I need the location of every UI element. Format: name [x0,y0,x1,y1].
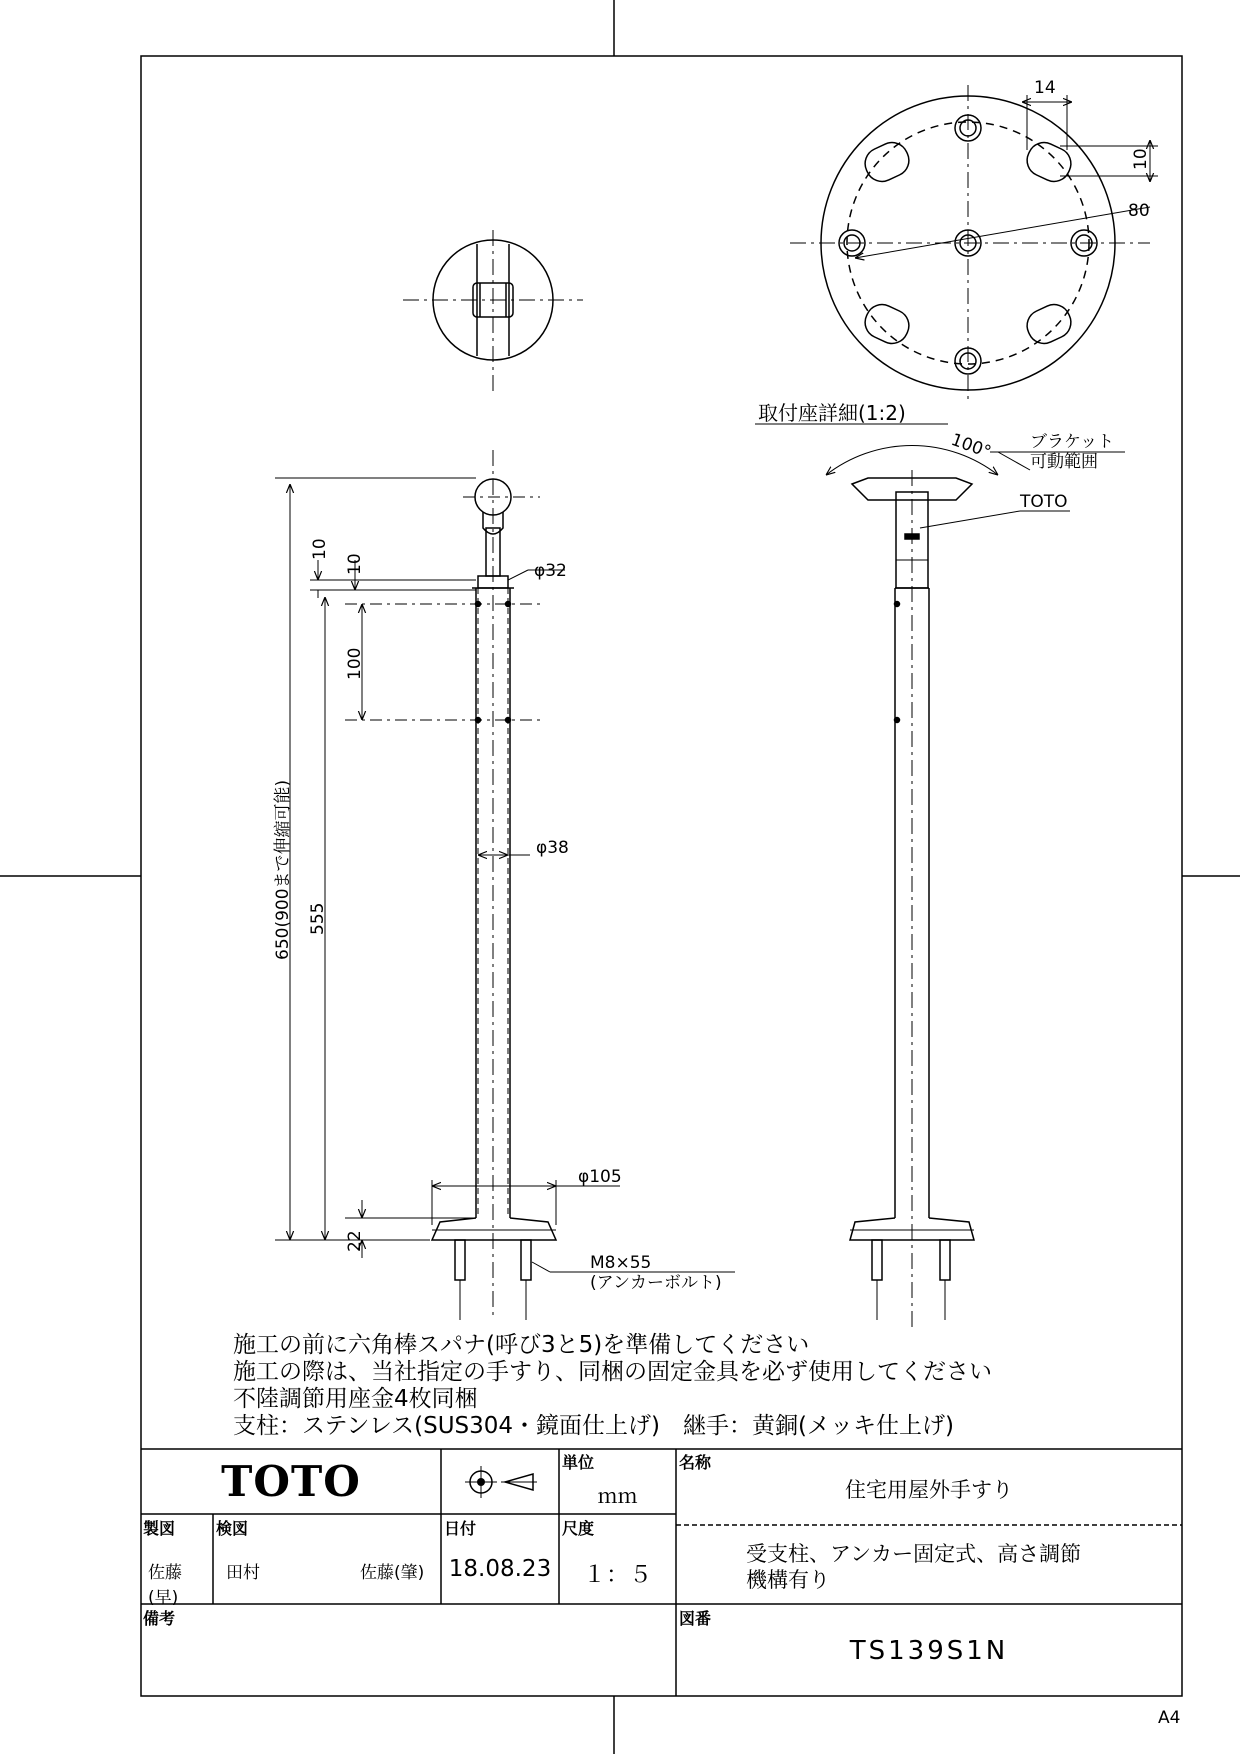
bracket-range-1: ブラケット [1030,432,1115,452]
dim-22: 22 [345,1230,365,1252]
mounting-seat-detail [755,85,1158,424]
bolt-spec: M8×55 [590,1253,652,1273]
side-elevation [826,445,1125,1330]
drawn-by: 佐藤(早) [148,1563,182,1608]
description-line-2: 機構有り [746,1568,830,1592]
dim-14: 14 [1034,78,1056,98]
note-4: 支柱：ステンレス(SUS304・鏡面仕上げ) 継手：黄銅(メッキ仕上げ) [233,1413,954,1439]
bolt-type: (アンカーボルト) [590,1273,722,1293]
drawn-label: 製図 [143,1519,176,1538]
dim-phi38: φ38 [536,838,569,858]
date-label: 日付 [444,1519,477,1538]
checked-label: 検図 [216,1519,249,1538]
toto-mark-label: TOTO [1020,492,1068,512]
detail-title: 取付座詳細(1:2) [758,401,906,425]
dim-650: 650(900まで伸縮可能) [273,779,293,960]
dim-10a: 10 [310,538,330,560]
toto-logo: TOTO [221,1457,361,1506]
dim-100: 100 [345,647,365,680]
note-3: 不陸調節用座金4枚同梱 [233,1386,478,1412]
dim-10-top: 10 [1131,148,1151,170]
front-elevation-dimensions [275,478,735,1272]
date-value: 18.08.23 [448,1556,552,1582]
product-name: 住宅用屋外手すり [845,1478,1013,1502]
description-line-1: 受支柱、アンカー固定式、高さ調節 [746,1542,1082,1566]
checked-by-1: 田村 [226,1563,260,1583]
remarks-label: 備考 [143,1609,176,1628]
bracket-range-2: 可動範囲 [1030,452,1098,472]
dim-80: 80 [1128,201,1150,221]
scale-value: １：５ [583,1562,652,1588]
name-label: 名称 [679,1453,712,1472]
unit-value: ｍｍ [597,1484,638,1508]
dim-angle: 100° [948,429,994,463]
note-1: 施工の前に六角棒スパナ(呼び3と5)を準備してください [233,1332,810,1358]
connector-top-view [403,230,583,395]
dim-phi105: φ105 [578,1167,622,1187]
scale-label: 尺度 [562,1519,595,1538]
dim-555: 555 [308,902,328,935]
drawing-number: TS139S1N [849,1636,1009,1666]
projection-symbol-icon [441,1449,559,1514]
dim-phi32: φ32 [534,561,567,581]
note-2: 施工の際は、当社指定の手すり、同梱の固定金具を必ず使用してください [233,1359,992,1385]
checked-by-2: 佐藤(肇) [360,1563,425,1583]
unit-label: 単位 [562,1453,595,1472]
dim-10b: 10 [345,553,365,575]
paper-size: A4 [1158,1708,1181,1728]
drawing-number-label: 図番 [679,1609,712,1628]
